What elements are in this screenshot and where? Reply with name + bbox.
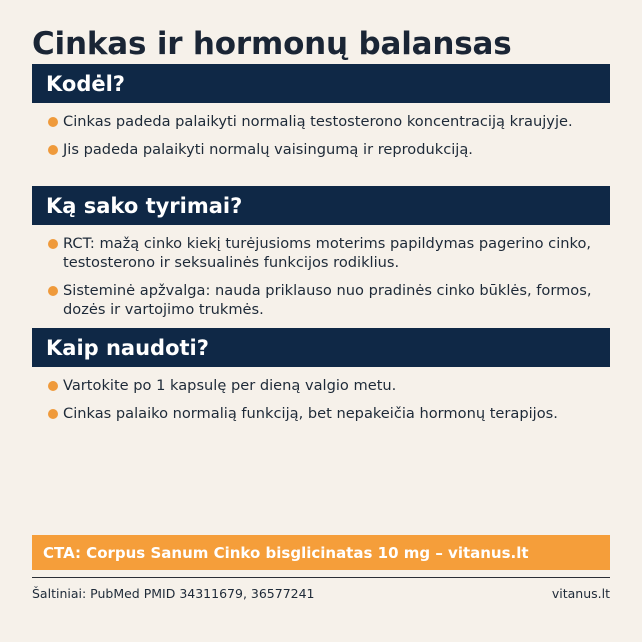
list-item [32,281,610,319]
list-item [32,404,610,423]
cta-banner[interactable]: CTA: Corpus Sanum Cinko bisglicinatas 10 mg – vitanus.lt [32,535,610,570]
bullet-list [32,225,610,319]
list-item [32,140,610,159]
site-link[interactable]: vitanus.lt [551,586,610,601]
bullet-dot-icon [48,409,58,419]
bullet-text: Jis padeda palaikyti normalų vaisingumą ir reprodukciją. [63,141,473,158]
section-heading: Ką sako tyrimai? [32,186,610,225]
bullet-dot-icon [48,381,58,391]
bullet-text: Sisteminė apžvalga: nauda priklauso nuo pradinės cinko būklės, formos, dozės ir vartojimo trukmės. [63,282,592,318]
bullet-dot-icon [48,286,58,296]
list-item [32,234,610,272]
bullet-text: RCT: mažą cinko kiekį turėjusioms moterims papildymas pagerino cinko, testosterono ir seksualinės funkcijos rodiklius. [63,235,592,271]
bullet-text: Cinkas palaiko normalią funkciją, bet nepakeičia hormonų terapijos. [63,405,558,422]
sources-text: Šaltiniai: PubMed PMID 34311679, 36577241 [32,586,315,601]
bullet-list [32,103,610,159]
bullet-text: Vartokite po 1 kapsulę per dieną valgio metu. [63,377,397,394]
bullet-text: Cinkas padeda palaikyti normalią testosterono koncentraciją kraujyje. [63,113,573,130]
bullet-dot-icon [48,145,58,155]
section-heading: Kaip naudoti? [32,328,610,367]
section-why [32,64,610,168]
section-heading: Kodėl? [32,64,610,103]
section-research [32,186,610,328]
bullet-dot-icon [48,117,58,127]
footer-divider [32,577,610,578]
page-title: Cinkas ir hormonų balansas [32,26,512,62]
list-item [32,376,610,395]
list-item [32,112,610,131]
bullet-list [32,367,610,423]
bullet-dot-icon [48,239,58,249]
section-usage [32,328,610,432]
